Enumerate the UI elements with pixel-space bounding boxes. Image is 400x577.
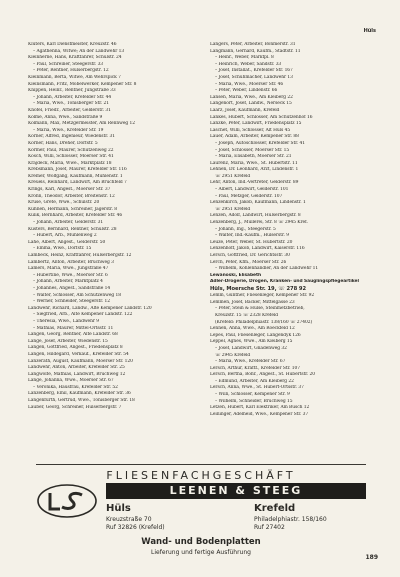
directory-entry: Lange, Johanna, Wwe., Moerser Str. 67 [28,378,114,384]
directory-entry: Lewanoski, Elisabeth [210,272,262,278]
directory-entry: Hüls, Moersche Str. 19, ☏ 278 92 [210,285,307,292]
directory-entry: Langmann, Gerhard, Kaufm., Stadtstr. 11 [210,48,301,54]
directory-entry: Lemm, Günther, Fliesenleger, Kempener Str. 92 [210,293,315,299]
directory-entry: Knöfel, Friedr., Arbeiter, Gelderstr. 31 [28,107,111,113]
directory-entry: – Josef, Schuhmacher, Landwehr 13 [215,74,293,80]
ad-phone-left: Ruf 32826 (Krefeld) [106,524,165,531]
directory-entry: (Krefeld: Philadelphiastr. 138/160 ☏ 27402) [215,319,313,325]
directory-entry: – Veronika, Hausfrau, Krefelder Str. 52 [33,384,118,390]
directory-entry: – Wilhelm, Schneider, Bruchweg 15 [215,398,293,404]
directory-entry: – Joseph, Autoschlosser, Krefelder Str. 41 [215,140,305,146]
ad-address-right: Philadelphiastr. 158/160 [254,516,327,523]
directory-entry: – Edmund, Arbeiter, Am Kleiberg 22 [215,378,294,384]
directory-entry: – Albert, Landwirt, Gelderstr. 101 [215,187,289,193]
directory-entry: – Hubert, Arb., Mühlenweg 2 [33,233,97,239]
directory-entry: – Peter, Stein & Hülse, Steinmetzbetrieb, [215,306,305,312]
ad-subline: Lieferung und fertige Ausführung [151,549,251,556]
ad-tagline: Wand- und Bodenplatten [141,537,261,547]
directory-entry: Kolme, Anna, Wwe., Sandstraße 9 [28,114,103,120]
directory-column-left [28,42,204,411]
directory-entry: – Josef, Landwirt, Gnadenweg 32 [215,345,287,351]
directory-entry: Lauer, Adam, Arbeiter, Kempener Str. 88 [210,134,299,140]
directory-entry: Kreuzstr. 15 ☏ 2328 Krefeld [215,312,279,318]
directory-entry: – Heinrich, Weber, Sandstr. 33 [215,61,282,67]
directory-entry: Küsters, Bernhard, Rentner, Schulstr. 28 [28,226,117,232]
directory-entry: – Maria, Wwe., Krefelder Str. 67 [215,359,286,365]
directory-column-right [210,42,386,418]
directory-entry: ☏ 2951 Krefeld [215,206,251,212]
directory-entry: – Josef, Installat., Krefelder Str. 167 [215,68,293,74]
directory-entry: Kosch, Willi, Schlosser, Moerser Str. 41 [28,154,114,160]
directory-entry: Lahe, Albert, Angest., Gelderstr. 50 [28,239,106,245]
directory-entry: Lanzerath, August, Kaufmann, Moerser Str. 120 [28,358,133,364]
directory-entry: Lambertz, Anton, Arbeiter, Bruchweg 3 [28,259,114,265]
directory-entry: Lehr, Anton, Ind.-Vertreter, Gelderstr. 89 [210,180,299,186]
directory-entry: Lersch, Gottfried, Dr. Gerichtsstr. 30 [210,253,290,258]
directory-entry: – Emma, Wwe., Dorfstr. 15 [33,246,92,252]
directory-entry: – Heinr., Weber, Marktpl. 8 [215,55,274,61]
company-logo [36,483,98,519]
directory-entry: – Josef, Schlosser, Moerser Str. 15 [215,147,290,153]
directory-entry: – Johannes, Angest., Sandstraße 14 [33,285,111,291]
directory-entry: – Theresia, Wwe., Landwehr 9 [33,318,100,324]
directory-entry: Lanzenberg, Emil, Kaufmann, Krefelder Str. 36 [28,391,131,397]
directory-entry: – Paul, Metzger, Gelderstr. 107 [215,193,283,199]
directory-entry: Lenzenberg, J., Müllerei, Str. 8 ☏ 2945 Kref. [210,220,308,226]
directory-entry: Kleinmann, Berta, Witwe, Am Wehrspick 7 [28,74,121,80]
directory-entry: – Maria, Wwe., Tönisberger Str. 21 [33,101,110,107]
directory-entry: – Johann, Arbeiter, Marktplatz 4 [33,279,103,285]
directory-entry: Lepes, Paul, Fliesenleger, Langendyk 126 [210,332,301,338]
directory-entry: Lankes, Hubert, Schlosser, Am Schützenhof 16 [210,114,313,120]
directory-entry: Lanzke, Peter, Landwirt, Friedensplatz 15 [210,121,302,127]
directory-entry: – Walter, Schlosser, Am Schützenweg 18 [33,292,121,298]
directory-entry: Krings, Karl, Angest., Moerser Str. 37 [28,187,111,193]
page-header [28,28,380,38]
directory-entry: – Paul, Schreiner, Steegerstr. 33 [33,61,104,67]
directory-entry: – Maria, Elisabeth, Moerser Str. 21 [215,154,292,160]
directory-entry: Lansen, Maria, Wwe., Am Kleiberg 22 [210,94,293,100]
directory-entry: Krajdeck, Maria, Wwe., Marktplatz 18 [28,160,112,166]
directory-entry: Laurenz, Maria, Wwe., St. Hubertstr. 11 [210,160,298,166]
directory-entry: – Peter, Rentner, Hülserbergstr. 12 [33,68,109,74]
directory-entry: Korner, Hans, Dreher, Dorfstr. 5 [28,140,98,146]
directory-entry: Lersch, Anna, Wwe., St. Hubert-Ortsstr. 37 [210,385,304,391]
directory-entry: Leuze, Peter, Weber, St. Hubertstr. 20 [210,239,293,245]
directory-entry: Lambeck, Heinz, Kraftfahrer, Hülserbergstr. 12 [28,253,132,258]
directory-entry: Adler-Drogerie, Drogen, Kranken- und Säuglingspflegeartikel [210,279,359,285]
directory-entry: – Walter, Ind.-Kaufm., Hülserstr. 9 [215,233,289,239]
ad-city-right: Krefeld [254,503,296,514]
header-town: Hüls [363,28,376,34]
directory-entry: Krohn, Theodor, Arbeiter, Breitenstr. 12 [28,193,115,199]
directory-entry: Lauber, Georg, Schreiner, Hülserbergstr. 7 [28,404,122,410]
directory-entry: Krebsmann, Josef, Maurer, Krefelder Str. 116 [28,167,127,173]
directory-entry: – Johann, Ing., Steegerstr. 5 [215,226,276,232]
ad-title: FLIESENFACHGESCHÄFT [106,469,296,482]
directory-entry: – Johann, Arbeiter, Krefelder Str. 44 [33,94,112,100]
directory-entry: Langwolfe, Mathias, Landwirt, Bruchweg 12 [28,371,126,377]
directory-entry: Knippen, Heinr., Rentner, Jungstraße 33 [28,88,116,94]
directory-entry: Langenfurth, Gertrud, Wwe., Tönisberger Str. 18 [28,398,135,404]
directory-entry: Kulik, Bernhard, Arbeiter, Krefelder Str. 46 [28,213,123,219]
directory-entry: Lamers, Maria, Wwe., Jungstraße 47 [28,266,109,272]
ad-phone-right: Ruf 27402 [254,524,285,531]
directory-entry: Lenzenkirch, Jakob, Kaufmann, Lindenstr. 1 [210,200,306,206]
directory-entry: Körner, Alfred, Ingenieur, Wiedenstr. 31 [28,134,115,140]
directory-entry: ☏ 2945 Krefeld [215,352,251,358]
directory-entry: Langen, Gottfried, Angest., Friedensplatz 8 [28,345,123,351]
directory-entry: – Hubertine, Wwe., Moerser Str. 6 [33,272,108,278]
directory-entry: Kremer, Wolfgang, Kaufmann, Mühlenstr. 1 [28,173,123,179]
directory-entry: Langen, Georg, Rentner, Alte Landstr. 68 [28,332,118,338]
directory-entry: Landwehr, Richard, Landw., Alte Kempener Landstr. 120 [28,305,152,311]
directory-entry: – Willi, Schlosser, Kempener Str. 9 [215,392,290,398]
directory-entry: Lenzen, Adolf, Landwirt, Hülserbergstr. 8 [210,213,301,219]
directory-entry: Lehnen, Dr. Leonhard, Arzt, Lindenstr. 1 [210,167,299,173]
directory-entry: Leppel, Agnes, Wwe., Am Kleiberg 15 [210,339,293,345]
directory-entry: Langers, Peter, Arbeiter, Bonmerstr. 31 [210,42,296,47]
directory-entry: Kruse, Grete, Wwe., Schulstr. 20 [28,200,100,206]
tile-shop-advertisement [36,464,366,561]
directory-entry: – Maria, Wwe., Moerser Str. 46 [215,81,284,87]
directory-entry: Kreuels, Reinhard, Landwirt, Am Bruchfeld 7 [28,180,127,186]
directory-entry: ☏ 2951 Krefeld [215,173,251,179]
directory-entry: Lerch, Peter, Kfm., Moerser Str. 26 [210,259,287,265]
directory-entry: – Johann, Arbeiter, Gelderstr. 31 [33,220,104,226]
directory-entry: Lersch, Bertha, Bohr., Angest., St. Hubertstr. 20 [210,372,316,378]
directory-entry: – Mathias, Maurer, Mittel-Ortsstr. 11 [33,325,114,331]
directory-entry: Laarz, Josef, Kaufmann, Krefeld [210,107,280,113]
ad-address-left: Kreuzstraße 70 [106,516,152,523]
directory-entry: – Wilhelm, Kohlenhändler, An der Landwehr 11 [215,266,319,272]
directory-entry: Lennen, Anna, Wwe., Am Roeckfeld 12 [210,326,295,332]
directory-entry: – Agathenna, Witwe; An der Landwehr 13 [33,48,125,54]
directory-entry: Lange, Josef, Arbeiter, Wiedenstr. 15 [28,338,108,344]
directory-entry: Langen, Hildegard, Verkäuf., Krefelder Str. 54 [28,351,129,357]
directory-entry: Kolmann, Max, Metzgermeister, Am Rennweg 12 [28,121,135,127]
directory-entry: – Werner, Schneider, Steegerstr. 12 [33,299,110,305]
directory-entry: – Siegfried, Arb., Alte Kempener Landstr. 122 [33,312,133,318]
ad-company-name: LEENEN & STEEG [106,483,366,499]
directory-entry: Kuhnen, Hermann, Schreiner, Jägerstr. 8 [28,206,118,212]
page-number: 189 [365,554,378,561]
directory-entry: – Peter, Weber, Lindenstr. 66 [215,88,278,94]
directory-entry: Lenzenhoff, Jakob, Landwirt, Kaiserstr. 116 [210,246,305,252]
directory-entry: – Maria, Wwe., Krefelder Str. 19 [33,127,104,133]
directory-entry: Kormer, Paul, Maurer, Schützenweg 22 [28,147,114,153]
directory-entry: Klüters, Karl Dienstmeister, Kreuzstr. 46 [28,42,117,47]
directory-entry: Lersch, Arthur, Kraftf., Krefelder Str. 107 [210,365,301,371]
directory-entry: Kleinherne, Hans, Kraftfahrer, Schulstr. 24 [28,55,122,61]
ad-city-left: Hüls [106,503,131,514]
directory-entry: Lemmen, Josef, Bäcker, Mittelgasse 23 [210,299,295,305]
directory-entry: Landwehr, Anton, Arbeiter, Krefelder Str. 25 [28,365,125,371]
directory-entry: Kleinsmann, Fritz, Möbelwerker, Kempener Str. 8 [28,81,137,87]
directory-entry: Leininger, Adelheid, Wwe., Kempener Str. 37 [210,411,309,417]
directory-entry: Laschet, Willi, Schlosser, Alt Hüls 45 [210,127,291,133]
directory-entry: Letzen, Hubert, Karl Elektriker, Am Busch 12 [210,405,310,411]
directory-entry: Langenort, Josef, Landw., Nerseck 15 [210,101,292,107]
